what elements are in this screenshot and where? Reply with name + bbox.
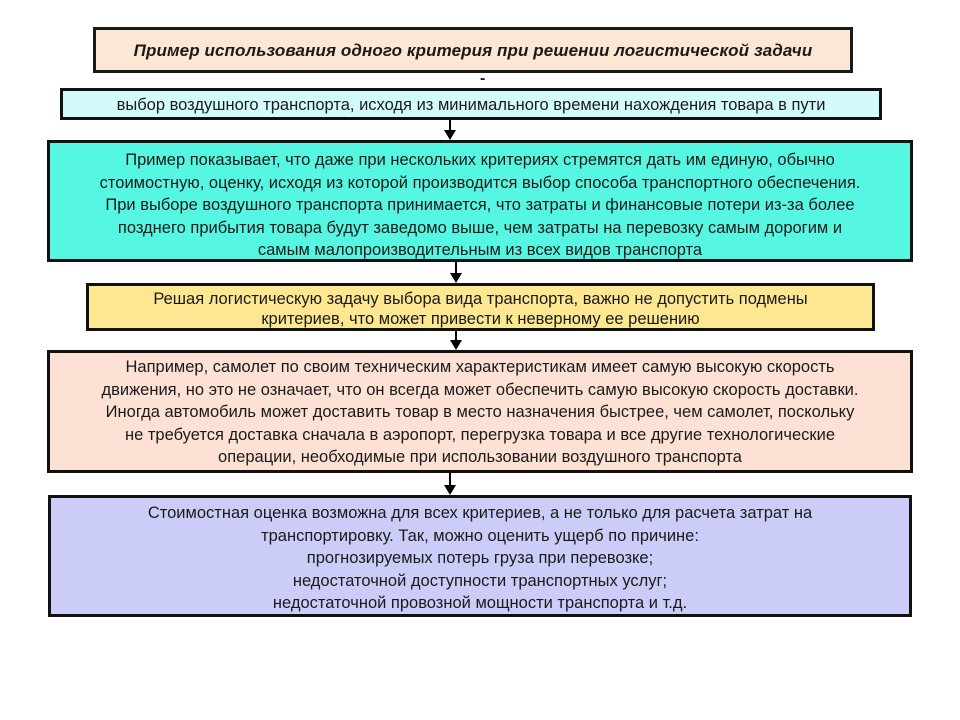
warning-box — [86, 283, 875, 331]
connector-line — [449, 120, 451, 130]
explanation-box-1 — [47, 140, 913, 262]
box1-line: позднего прибытия товара будут заведомо выше, чем затраты на перевозку самым дорогим и — [117, 218, 843, 237]
box3-line: Например, самолет по своим техническим характеристикам имеет самую высокую скорость — [125, 358, 835, 376]
box3-line: движения, но это не означает, что он всегда может обеспечить самую высокую скорость доставки. — [101, 380, 859, 399]
box3-line: операции, необходимые при использовании воздушного транспорта — [218, 448, 742, 466]
box1-line: При выборе воздушного транспорта принимается, что затраты и финансовые потери из-за более — [105, 196, 855, 214]
arrow-down-icon — [450, 340, 462, 350]
subtitle-text: выбор воздушного транспорта, исходя из минимального времени нахождения товара в пути — [116, 96, 826, 114]
arrow-down-icon — [450, 273, 462, 283]
dash-mark: - — [480, 70, 486, 87]
box1-line: стоимостную, оценку, исходя из которой производится выбор способа транспортного обеспечения. — [99, 173, 861, 192]
subtitle-box — [60, 88, 882, 120]
example-box — [47, 350, 913, 473]
arrow-down-icon — [444, 485, 456, 495]
box2-line: Решая логистическую задачу выбора вида транспорта, важно не допустить подмены — [153, 290, 808, 308]
box4-line: недостаточной провозной мощности транспорта и т.д. — [272, 594, 688, 612]
title-text: Пример использования одного критерия при решении логистической задачи — [133, 41, 813, 60]
box4-line: недостаточной доступности транспортных услуг; — [292, 571, 668, 590]
connector-line — [449, 473, 451, 485]
connector-line — [455, 331, 457, 340]
box1-line: Пример показывает, что даже при нескольких критериях стремятся дать им единую, обычно — [125, 151, 835, 169]
arrow-down-icon — [444, 130, 456, 140]
box3-line: не требуется доставка сначала в аэропорт, перегрузка товара и все другие технологические — [124, 425, 836, 444]
connector-line — [455, 262, 457, 273]
title-box — [93, 27, 853, 73]
conclusion-box — [48, 495, 912, 617]
box4-line: транспортировку. Так, можно оценить ущерб по причине: — [261, 526, 699, 545]
box3-line: Иногда автомобиль может доставить товар в место назначения быстрее, чем самолет, поскольку — [105, 403, 855, 421]
box4-line: прогнозируемых потерь груза при перевозке; — [306, 549, 654, 567]
box2-line: критериев, что может привести к неверному ее решению — [261, 310, 700, 328]
box1-line: самым малопроизводительным из всех видов транспорта — [257, 241, 703, 259]
box4-line: Стоимостная оценка возможна для всех критериев, а не только для расчета затрат на — [147, 504, 813, 522]
